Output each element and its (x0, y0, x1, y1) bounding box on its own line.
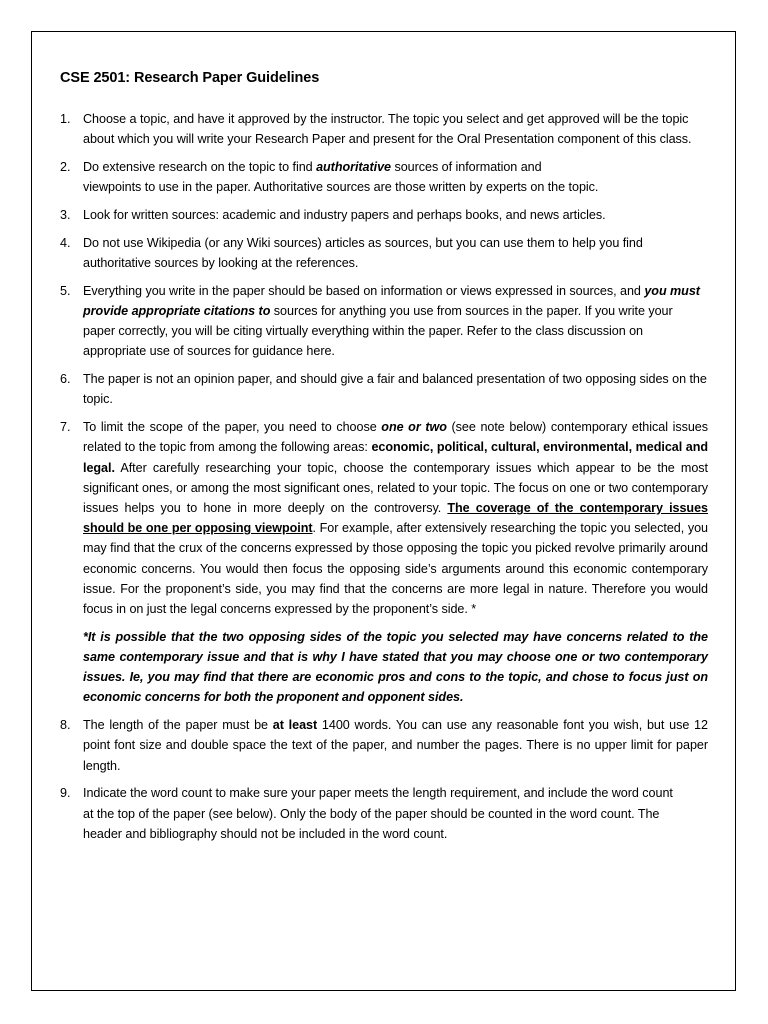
item-number: 4. (60, 235, 71, 250)
list-item (60, 369, 708, 409)
item-text: sources of information and viewpoints to use in the paper. Authoritative sources are those written by experts on the topic. (83, 160, 599, 195)
item-emphasis: authoritative (316, 160, 392, 174)
item-text: To limit the scope of the paper, you need to choose (83, 420, 382, 435)
item-emphasis: you must provide appropriate citations to (83, 283, 700, 318)
list-item (60, 783, 673, 844)
item-text: Look for written sources: academic and industry papers and perhaps books, and news articles. (83, 208, 606, 222)
item-note: *It is possible that the two opposing sides of the topic you selected may have concerns related to the same contemporary issue and that is why I have stated that you may choose one or two contemporary issues. Ie, you may find that there are economic pros and cons to the topic, and chose to focus just on economic concerns for both the proponent and opponent sides. (83, 629, 708, 705)
item-text: Do not use Wikipedia (or any Wiki sources) articles as sources, but you can use them to help you find authoritative sources by looking at the references. (83, 235, 643, 270)
list-item (60, 109, 703, 149)
item-number: 7. (60, 420, 71, 435)
list-item (60, 281, 703, 362)
item-underline: The coverage of the contemporary issues should be one per opposing viewpoint (83, 501, 708, 536)
item-areas: economic, political, cultural, environmental, medical and legal. (83, 440, 709, 475)
item-number: 2. (60, 160, 71, 174)
item-number: 9. (60, 786, 71, 801)
item-number: 8. (60, 718, 71, 733)
item-text: The length of the paper must be (83, 718, 273, 733)
item-number: 5. (60, 283, 71, 298)
item-text: Choose a topic, and have it approved by the instructor. The topic you select and get approved will be the topic about which you will write your Research Paper and present for the Oral Presentation component of this class. (83, 112, 692, 147)
item-text: Do extensive research on the topic to find (83, 160, 317, 174)
item-text: . For example, after extensively researching the topic you selected, you may find that the crux of the concerns expressed by those opposing the topic you picked revolve primarily around economic concerns. You would then focus the opposing side’s arguments around this economic contemporary issue. For the proponent’s side, you may find that the concerns are more legal in nature. Therefore you would focus in on just the legal concerns expressed by the proponent’s side. * (83, 521, 709, 617)
item-text: After carefully researching your topic, choose the contemporary issues which appear to be the most significant ones, or among the most significant ones, related to your topic. The focus on one or two contemporary issues helps you to hone in more deeply on the controversy. (83, 460, 708, 516)
guidelines-list (60, 109, 710, 852)
item-number: 3. (60, 208, 71, 222)
item-text: Indicate the word count to make sure your paper meets the length requirement, and include the word count at the top of the paper (see below). Only the body of the paper should be counted in the word count. The header and bibliography should not be included in the word count. (83, 786, 673, 841)
item-text: Everything you write in the paper should be based on information or views expressed in sources, and (83, 283, 645, 298)
list-item (60, 157, 603, 197)
document-title: CSE 2501: Research Paper Guidelines (60, 70, 320, 86)
item-text: sources for anything you use from sources in the paper. If you write your paper correctly, you will be citing virtually everything within the paper. Refer to the class discussion on appropriate use of sources for guidance here. (83, 304, 673, 359)
list-item (60, 715, 708, 776)
list-item (60, 205, 710, 225)
item-emphasis: at least (272, 718, 318, 733)
item-emphasis: one or two (381, 420, 447, 435)
item-number: 6. (60, 372, 71, 387)
item-text: (see note below) contemporary ethical issues related to the topic from among the following areas: (83, 420, 708, 455)
item-number: 1. (60, 112, 71, 126)
list-item (60, 233, 696, 273)
list-item (60, 417, 708, 707)
item-text: The paper is not an opinion paper, and should give a fair and balanced presentation of two opposing sides on the topic. (83, 372, 707, 407)
item-text: 1400 words. You can use any reasonable font you wish, but use 12 point font size and double space the text of the paper, and number the pages. There is no upper limit for paper length. (83, 718, 708, 773)
